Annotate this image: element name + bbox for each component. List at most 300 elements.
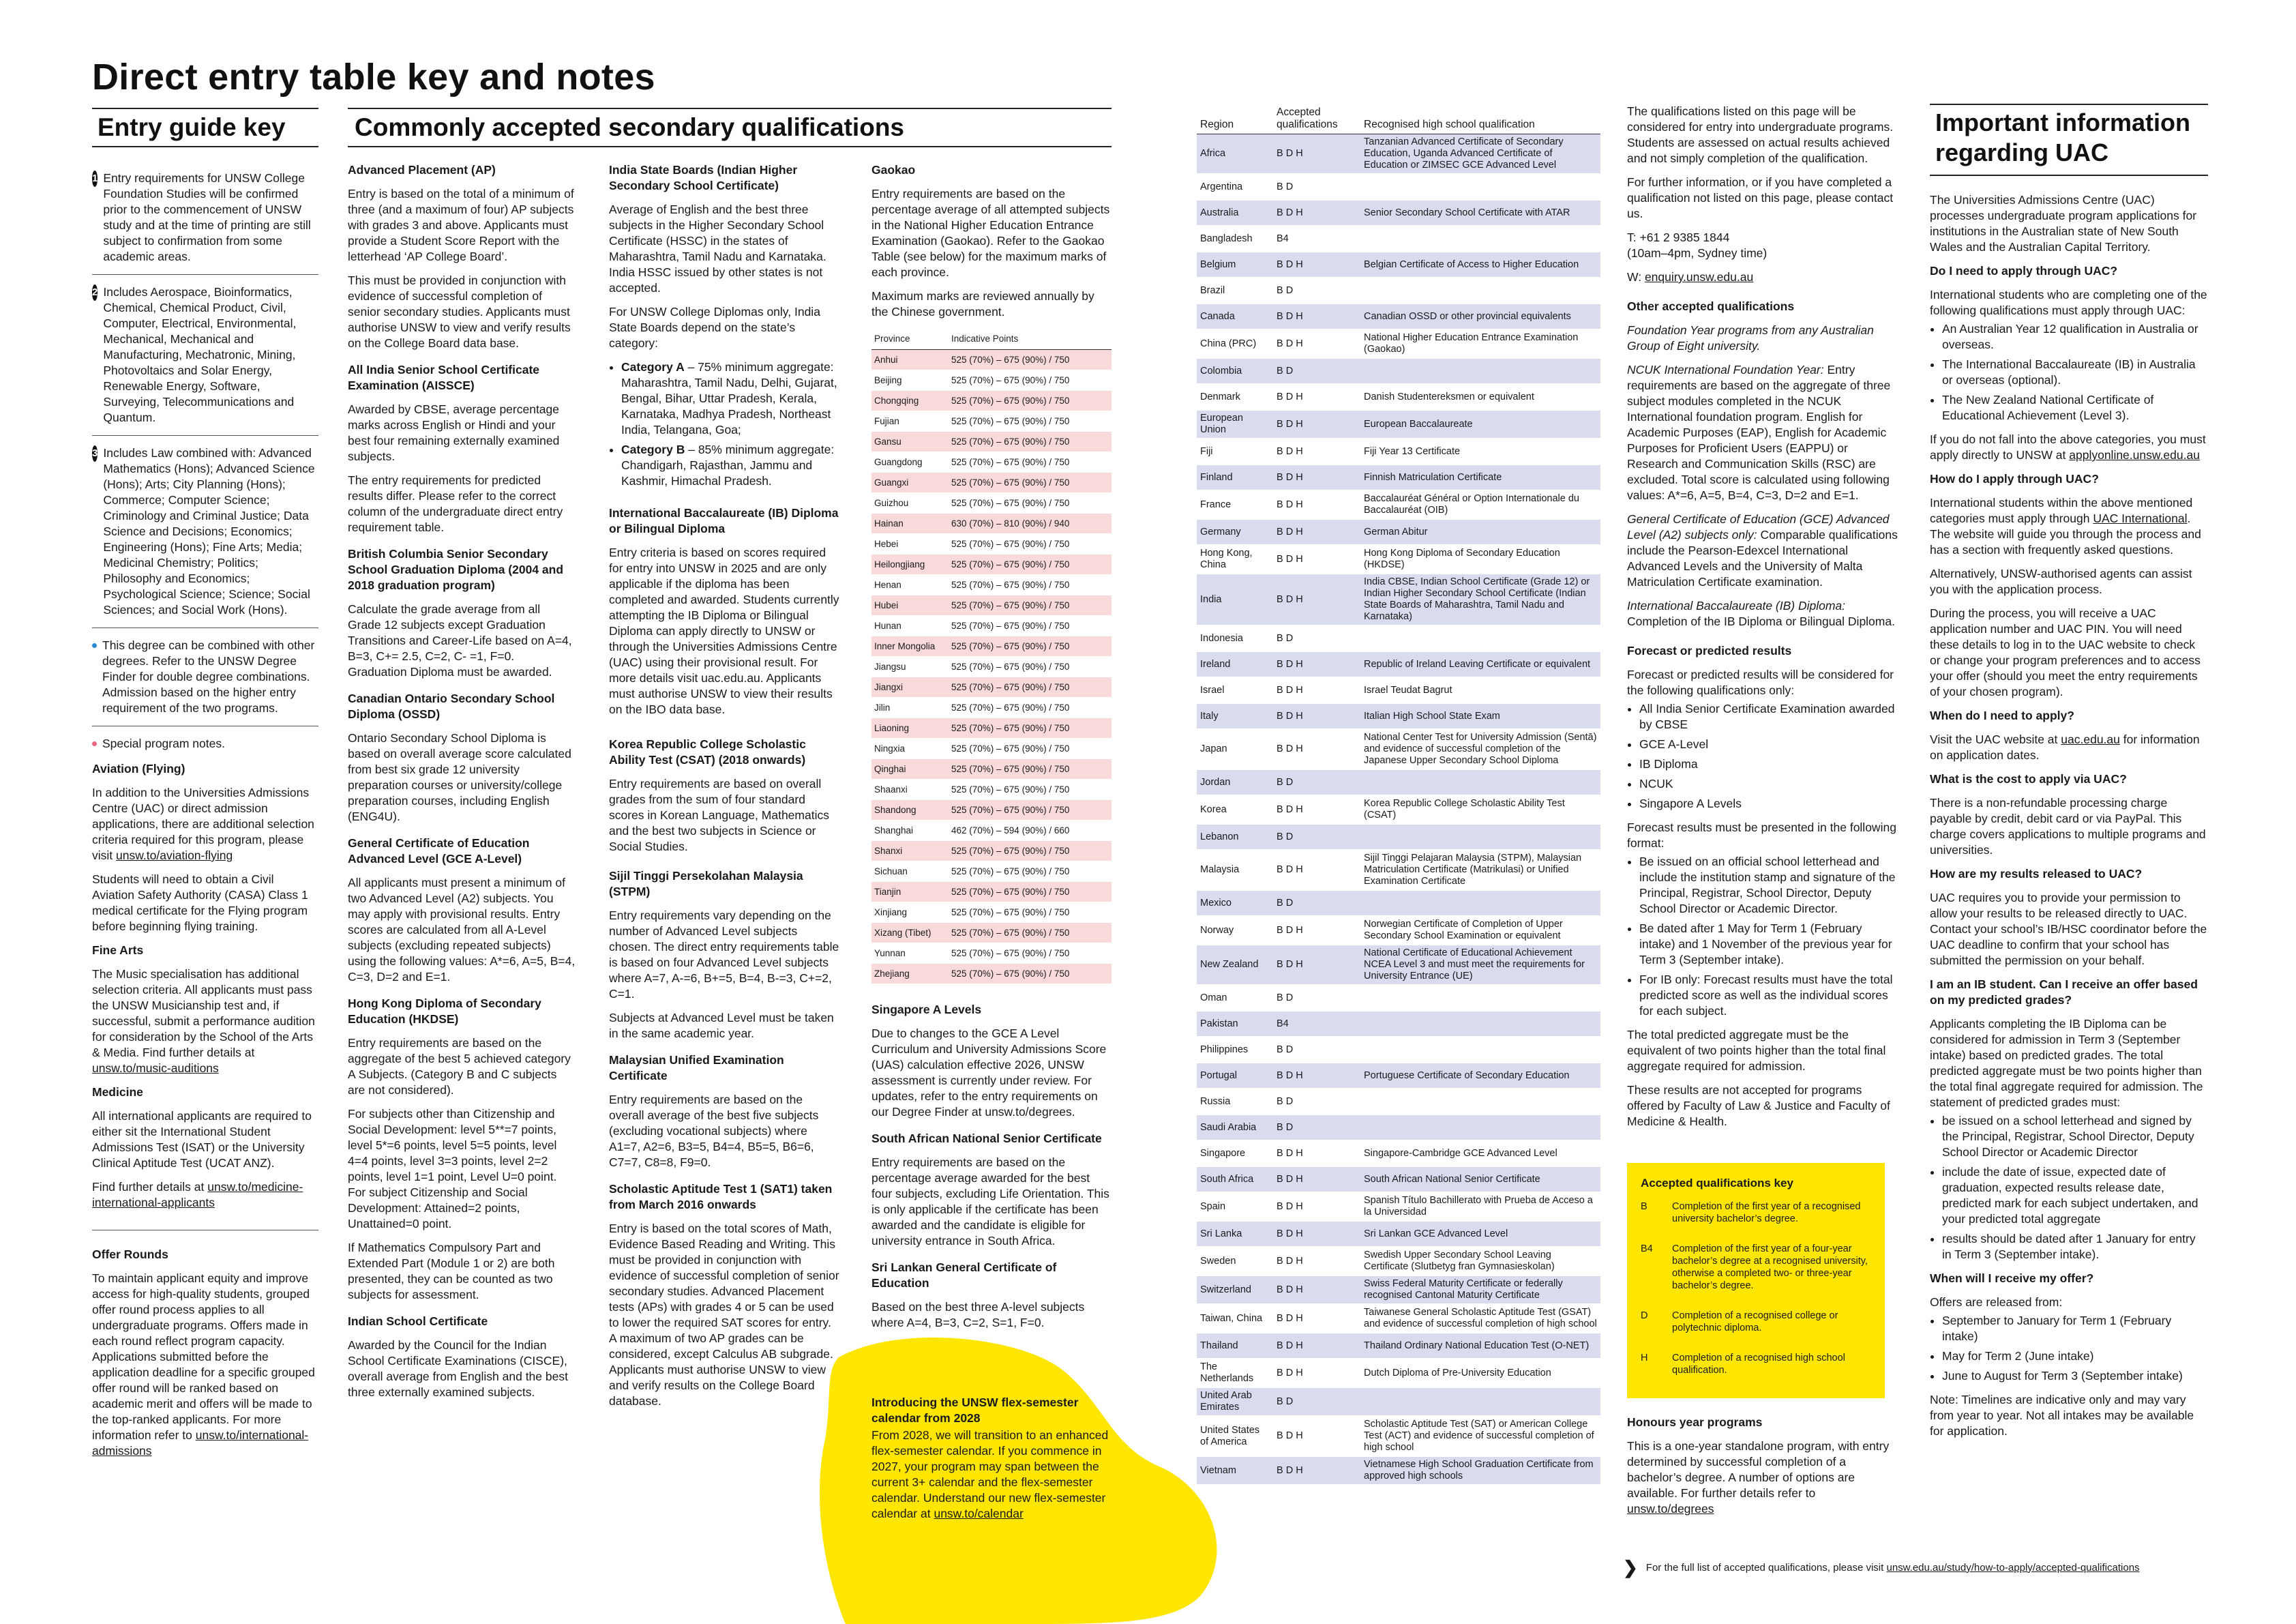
table-row bbox=[1197, 1114, 1600, 1140]
secondary-column-1 bbox=[348, 162, 576, 1408]
recognised-qualification: Republic of Ireland Leaving Certificate or equivalent bbox=[1360, 651, 1600, 677]
recognised-qualification: National Center Test for University Admission (Sentā) and evidence of successful completion of the Japanese Upper Secondary School Diploma bbox=[1360, 729, 1600, 769]
accepted-codes: B D H bbox=[1273, 1333, 1360, 1359]
province-points: 525 (70%) – 675 (90%) / 750 bbox=[949, 841, 1112, 861]
table-row bbox=[871, 534, 1112, 555]
degrees-link[interactable]: unsw.to/degrees bbox=[1627, 1502, 1714, 1516]
accepted-codes: B D H bbox=[1273, 1456, 1360, 1485]
faq-question: I am an IB student. Can I receive an offer based on my predicted grades? bbox=[1930, 977, 2198, 1007]
province-points: 525 (70%) – 675 (90%) / 750 bbox=[949, 800, 1112, 821]
region-name: Sri Lanka bbox=[1197, 1221, 1273, 1247]
flex-calendar-text: From 2028, we will transition to an enhanced flex-semester calendar. If you commence in 2027, your program may span between the current 3+ calendar and the flex-semester calendar. Understand our new flex-semester calendar at bbox=[871, 1428, 1109, 1520]
flex-calendar-note bbox=[871, 1395, 1117, 1530]
table-row bbox=[1197, 769, 1600, 795]
recognised-qualification bbox=[1360, 625, 1600, 651]
medicine-text: All international applicants are required to either sit the International Student Admissions Test (ISAT) or the University Clinical Aptitude Test (UCAT ANZ). bbox=[92, 1109, 312, 1170]
accepted-header: Accepted qualifications bbox=[1273, 104, 1360, 134]
international-admissions-link[interactable]: unsw.to/international-admissions bbox=[92, 1428, 309, 1458]
region-name: Oman bbox=[1197, 985, 1273, 1011]
list-item: • results should be dated after 1 January for entry in Term 3 (September intake). bbox=[1942, 1231, 2208, 1263]
region-name: France bbox=[1197, 490, 1273, 519]
province-points: 525 (70%) – 675 (90%) / 750 bbox=[949, 493, 1112, 514]
accepted-codes: B D bbox=[1273, 174, 1360, 200]
qual-india-state-boards bbox=[609, 162, 841, 489]
recognised-qualification: Finnish Matriculation Certificate bbox=[1360, 464, 1600, 490]
qual-heading: Singapore A Levels bbox=[871, 1003, 982, 1016]
region-name: New Zealand bbox=[1197, 945, 1273, 985]
apply-online-link[interactable]: applyonline.unsw.edu.au bbox=[2069, 448, 2200, 462]
region-name: Israel bbox=[1197, 677, 1273, 703]
region-name: Germany bbox=[1197, 519, 1273, 545]
recognised-qualification: Thailand Ordinary National Education Test (O-NET) bbox=[1360, 1333, 1600, 1359]
recognised-qualification: German Abitur bbox=[1360, 519, 1600, 545]
list-item: • For IB only: Forecast results must have the total predicted score as well as the individual scores for each subject. bbox=[1639, 972, 1900, 1019]
region-name: India bbox=[1197, 574, 1273, 625]
recognised-qualification: Danish Studentereksmen or equivalent bbox=[1360, 384, 1600, 410]
category-a-text: – 75% minimum aggregate: Maharashtra, Tamil Nadu, Delhi, Gujarat, Bengal, Bihar, Uttar Pradesh, Kerala, Karnataka, Madhya Pradesh, Northeast India, Telangana, Goa; bbox=[621, 360, 837, 437]
faq-answer: During the process, you will receive a UAC application number and UAC PIN. You will need these details to log in to the UAC website to check or change your program preferences and to access your offer (should you meet the entry requirements of your chosen program). bbox=[1930, 606, 2201, 698]
region-name: Australia bbox=[1197, 200, 1273, 226]
faq-answer: There is a non-refundable processing charge payable by credit, debit card or via PayPal. This charge covers applications to multiple programs and universities. bbox=[1930, 796, 2206, 857]
region-name: Colombia bbox=[1197, 358, 1273, 384]
table-row bbox=[871, 861, 1112, 882]
table-row bbox=[1197, 795, 1600, 824]
faq-question: How do I apply through UAC? bbox=[1930, 472, 2099, 486]
qual-text: Entry criteria is based on scores required for entry into UNSW in 2025 and are only applicable if the diploma has been completed and awarded. Students currently attempting the IB Diploma or Bilingual Diploma can apply directly to UNSW or through the Universities Admissions Centre (UAC) using their provisional result. For more details visit uac.edu.au. Applicants must authorise UNSW to view their results on the IBO data base. bbox=[609, 546, 839, 716]
province-name: Hainan bbox=[871, 514, 949, 534]
uac-intro: The Universities Admissions Centre (UAC) processes undergraduate program applications for institutions in the Australian state of New South Wales and the Australian Capital Territory. bbox=[1930, 193, 2197, 254]
accepted-codes: B D H bbox=[1273, 1221, 1360, 1247]
qual-text: Entry is based on the total of a minimum of three (and a maximum of four) AP subjects with grades 3 and above. Applicants must provide a Student Score Report with the letterhead ‘AP College Board’. bbox=[348, 187, 574, 263]
ib-label: International Baccalaureate (IB) Diploma: bbox=[1627, 599, 1846, 612]
province-points: 525 (70%) – 675 (90%) / 750 bbox=[949, 780, 1112, 800]
table-row bbox=[1197, 703, 1600, 729]
accepted-codes: B D bbox=[1273, 625, 1360, 651]
qual-aissce bbox=[348, 362, 576, 535]
table-row bbox=[1197, 200, 1600, 226]
qual-text: Average of English and the best three subjects in the Higher Secondary School Certificate (HSSC) in the states of Maharashtra, Tamil Nadu and Karnataka. India HSSC issued by other states is not accepted. bbox=[609, 203, 826, 295]
province-points: 525 (70%) – 675 (90%) / 750 bbox=[949, 432, 1112, 452]
province-name: Qinghai bbox=[871, 759, 949, 780]
faq-answer: UAC requires you to provide your permission to allow your results to be released directly to UAC. Contact your school’s IB/HSC coordinator before the UAC deadline to confirm that your school has submitted the permission on your behalf. bbox=[1930, 891, 2207, 967]
province-name: Xizang (Tibet) bbox=[871, 923, 949, 943]
region-name: Hong Kong, China bbox=[1197, 545, 1273, 574]
forecast-heading: Forecast or predicted results bbox=[1627, 644, 1792, 658]
category-a bbox=[621, 359, 841, 438]
accepted-codes: B D bbox=[1273, 1037, 1360, 1063]
pink-dot-icon bbox=[92, 741, 97, 746]
uac-column bbox=[1930, 104, 2208, 1447]
qual-heading: Scholastic Aptitude Test 1 (SAT1) taken from March 2016 onwards bbox=[609, 1182, 833, 1211]
region-name: Vietnam bbox=[1197, 1456, 1273, 1485]
recognised-qualification: Sri Lankan GCE Advanced Level bbox=[1360, 1221, 1600, 1247]
footer-link-row bbox=[1623, 1557, 2140, 1578]
table-row bbox=[871, 473, 1112, 493]
qual-heading: International Baccalaureate (IB) Diploma or Bilingual Diploma bbox=[609, 506, 839, 535]
table-row bbox=[871, 411, 1112, 432]
table-row bbox=[1197, 890, 1600, 916]
recognised-qualification bbox=[1360, 1011, 1600, 1037]
key-table bbox=[1641, 1198, 1871, 1379]
table-row bbox=[1197, 625, 1600, 651]
province-name: Jiangsu bbox=[871, 657, 949, 677]
province-points: 525 (70%) – 675 (90%) / 750 bbox=[949, 473, 1112, 493]
table-row bbox=[1197, 1037, 1600, 1063]
medicine-text-2: Find further details at bbox=[92, 1180, 205, 1194]
table-row bbox=[1197, 252, 1600, 278]
qual-heading: Sijil Tinggi Persekolahan Malaysia (STPM) bbox=[609, 869, 803, 898]
province-points: 630 (70%) – 810 (90%) / 940 bbox=[949, 514, 1112, 534]
province-points: 525 (70%) – 675 (90%) / 750 bbox=[949, 370, 1112, 391]
province-points: 525 (70%) – 675 (90%) / 750 bbox=[949, 575, 1112, 595]
qual-heading: Malaysian Unified Examination Certificate bbox=[609, 1053, 784, 1082]
page-title: Direct entry table key and notes bbox=[92, 57, 655, 98]
table-row bbox=[1197, 358, 1600, 384]
qual-text: For subjects other than Citizenship and Social Development: level 5**=7 points, level 5*=6 points, level 5=5 points, level 4=4 points, level 3=3 points, level 2=2 points, level 1=1 point, Level U=0 point. For subject Citizenship and Social Development: Attained=2 points, Unattained=0 point. bbox=[348, 1107, 557, 1230]
recognised-qualification: Italian High School State Exam bbox=[1360, 703, 1600, 729]
list-item: • IB Diploma bbox=[1639, 756, 1900, 772]
qual-text: Entry is based on the total scores of Math, Evidence Based Reading and Writing. This must be provided in conjunction with evidence of successful completion of senior secondary studies. Advanced Placement tests (APs) with grades 4 or 5 can be used to lower the required SAT scores for entry. A maximum of two AP grades can be considered, except Calculus AB subgrade. Applicants must authorise UNSW to view and verify results on the College Board database. bbox=[609, 1222, 839, 1408]
recognised-qualification bbox=[1360, 1114, 1600, 1140]
province-points: 462 (70%) – 594 (90%) / 660 bbox=[949, 821, 1112, 841]
music-auditions-link[interactable]: unsw.to/music-auditions bbox=[92, 1061, 219, 1075]
qual-text: Based on the best three A-level subjects where A=4, B=3, C=2, S=1, F=0. bbox=[871, 1300, 1085, 1329]
region-name: China (PRC) bbox=[1197, 329, 1273, 358]
table-row bbox=[871, 923, 1112, 943]
recognised-qualification: Fiji Year 13 Certificate bbox=[1360, 439, 1600, 464]
calendar-link[interactable]: unsw.to/calendar bbox=[934, 1507, 1024, 1520]
qual-singapore bbox=[871, 1002, 1112, 1120]
other-qualifications-heading: Other accepted qualifications bbox=[1627, 299, 1795, 313]
region-table-wrap bbox=[1197, 104, 1600, 1486]
table-row bbox=[1197, 1333, 1600, 1359]
table-row bbox=[1197, 384, 1600, 410]
region-name: Jordan bbox=[1197, 769, 1273, 795]
double-degree-note bbox=[92, 638, 318, 716]
recognised-qualification: Baccalauréat Général or Option Internationale du Baccalauréat (OIB) bbox=[1360, 490, 1600, 519]
accepted-codes: B4 bbox=[1273, 226, 1360, 252]
recognised-qualification: Hong Kong Diploma of Secondary Education (HKDSE) bbox=[1360, 545, 1600, 574]
qual-isc bbox=[348, 1314, 576, 1400]
accepted-qualifications-link[interactable]: unsw.edu.au/study/how-to-apply/accepted-qualifications bbox=[1886, 1561, 2140, 1574]
accepted-codes: B D H bbox=[1273, 200, 1360, 226]
region-name: Saudi Arabia bbox=[1197, 1114, 1273, 1140]
aviation-heading: Aviation (Flying) bbox=[92, 762, 185, 776]
key-item-3 bbox=[92, 445, 318, 618]
table-row bbox=[871, 595, 1112, 616]
key-desc: Completion of the first year of a four-year bachelor’s degree at a recognised university, otherwise a completed two- or three-year bachelor’s degree. bbox=[1672, 1243, 1868, 1291]
recognised-qualification bbox=[1360, 226, 1600, 252]
category-a-label: Category A bbox=[621, 360, 685, 374]
table-row bbox=[1197, 985, 1600, 1011]
region-name: Fiji bbox=[1197, 439, 1273, 464]
accepted-codes: B D bbox=[1273, 278, 1360, 304]
qual-text: Subjects at Advanced Level must be taken in the same academic year. bbox=[609, 1011, 834, 1040]
accepted-codes: B D H bbox=[1273, 490, 1360, 519]
qual-heading: Indian School Certificate bbox=[348, 1314, 488, 1328]
accepted-codes: B D H bbox=[1273, 252, 1360, 278]
qual-heading: Sri Lankan General Certificate of Education bbox=[871, 1260, 1057, 1290]
accepted-qualifications-key bbox=[1627, 1163, 1885, 1398]
table-row bbox=[1197, 304, 1600, 329]
qual-south-africa bbox=[871, 1131, 1112, 1249]
qual-text: Entry requirements are based on the aggregate of the best 5 achieved category A Subjects. (Category B and C subjects are not considered). bbox=[348, 1036, 571, 1097]
secondary-heading: Commonly accepted secondary qualifications bbox=[348, 108, 1112, 147]
accepted-codes: B D bbox=[1273, 1387, 1360, 1416]
qual-text: The entry requirements for predicted results differ. Please refer to the correct column of the undergraduate direct entry requirement table. bbox=[348, 473, 563, 534]
table-row bbox=[871, 575, 1112, 595]
accepted-codes: B D H bbox=[1273, 1247, 1360, 1275]
province-points: 525 (70%) – 675 (90%) / 750 bbox=[949, 861, 1112, 882]
qual-stpm bbox=[609, 868, 841, 1042]
table-row bbox=[1197, 945, 1600, 985]
recognised-qualification: National Higher Education Entrance Examination (Gaokao) bbox=[1360, 329, 1600, 358]
contact-hours: (10am–4pm, Sydney time) bbox=[1627, 246, 1768, 260]
offer-rounds-text: To maintain applicant equity and improve access for high-quality students, grouped offer round process applies to all undergraduate programs. Offers made in each round reflect program capacity. Applications submitted before the application deadline for a specific grouped offer round will be ranked based on academic merit and offers will be made to the top-ranked applicants. For more information refer to bbox=[92, 1271, 315, 1442]
table-row bbox=[1197, 850, 1600, 890]
region-name: The Netherlands bbox=[1197, 1359, 1273, 1387]
qual-heading: Gaokao bbox=[871, 163, 916, 177]
province-name: Fujian bbox=[871, 411, 949, 432]
qual-text: This must be provided in conjunction with evidence of successful completion of senior secondary studies. Applicants must authorise UNSW to view and verify results on the College Board data base. bbox=[348, 274, 571, 350]
province-name: Liaoning bbox=[871, 718, 949, 739]
ib-text: Completion of the IB Diploma or Bilingual Diploma. bbox=[1627, 615, 1895, 628]
faq-answer: Alternatively, UNSW-authorised agents can assist you with the application process. bbox=[1930, 567, 2192, 596]
qual-heading: South African National Senior Certificate bbox=[871, 1132, 1102, 1145]
table-row bbox=[1197, 329, 1600, 358]
accepted-codes: B D H bbox=[1273, 1166, 1360, 1192]
uac-link[interactable]: uac.edu.au bbox=[2061, 733, 2120, 746]
table-row bbox=[1197, 574, 1600, 625]
qual-text: Calculate the grade average from all Grade 12 subjects except Graduation Transitions and Career-Life based on A=4, B=3, C+= 2.5, C=2, C- =1, F=0. Graduation Diploma must be awarded. bbox=[348, 602, 572, 679]
province-points: 525 (70%) – 675 (90%) / 750 bbox=[949, 616, 1112, 636]
province-name: Hubei bbox=[871, 595, 949, 616]
region-name: Lebanon bbox=[1197, 824, 1273, 850]
region-table bbox=[1197, 104, 1600, 1486]
province-name: Yunnan bbox=[871, 943, 949, 964]
key-row bbox=[1641, 1307, 1871, 1337]
table-row bbox=[1197, 134, 1600, 175]
honours-heading: Honours year programs bbox=[1627, 1415, 1763, 1429]
accepted-codes: B D H bbox=[1273, 651, 1360, 677]
table-row bbox=[871, 800, 1112, 821]
recognised-qualification: Tanzanian Advanced Certificate of Secondary Education, Uganda Advanced Certificate of Education or ZIMSEC GCE Advanced Level bbox=[1360, 134, 1600, 175]
qual-text: Awarded by the Council for the Indian School Certificate Examinations (CISCE), overall average from English and the best three externally examined subjects. bbox=[348, 1338, 568, 1399]
province-points: 525 (70%) – 675 (90%) / 750 bbox=[949, 964, 1112, 984]
special-text: Special program notes. bbox=[102, 737, 225, 750]
accepted-codes: B D H bbox=[1273, 464, 1360, 490]
province-points: 525 (70%) – 675 (90%) / 750 bbox=[949, 657, 1112, 677]
recognised-qualification bbox=[1360, 824, 1600, 850]
region-name: Argentina bbox=[1197, 174, 1273, 200]
uac-heading: Important information regarding UAC bbox=[1930, 104, 2208, 176]
accepted-codes: B D bbox=[1273, 824, 1360, 850]
region-name: South Africa bbox=[1197, 1166, 1273, 1192]
secondary-heading-wrap bbox=[348, 108, 1112, 147]
web-label: W: bbox=[1627, 270, 1642, 284]
honours-text: This is a one-year standalone program, with entry determined by successful completion of a bachelor’s degree. A number of options are available. For further details refer to bbox=[1627, 1439, 1890, 1500]
region-name: Mexico bbox=[1197, 890, 1273, 916]
chevron-right-icon: ❯ bbox=[1623, 1557, 1638, 1578]
table-row bbox=[871, 902, 1112, 923]
table-row bbox=[871, 821, 1112, 841]
province-name: Guangdong bbox=[871, 452, 949, 473]
region-table-header bbox=[1197, 104, 1600, 134]
recognised-qualification bbox=[1360, 358, 1600, 384]
forecast-list bbox=[1627, 701, 1900, 812]
province-name: Beijing bbox=[871, 370, 949, 391]
format-text: Forecast results must be presented in the following format: bbox=[1627, 821, 1896, 850]
key-row bbox=[1641, 1349, 1871, 1379]
accepted-codes: B D H bbox=[1273, 1416, 1360, 1456]
notes-column bbox=[1627, 104, 1900, 1138]
table-row bbox=[1197, 677, 1600, 703]
province-name: Henan bbox=[871, 575, 949, 595]
province-name: Tianjin bbox=[871, 882, 949, 902]
accepted-codes: B D H bbox=[1273, 850, 1360, 890]
faq-answer: Visit the UAC website at bbox=[1930, 733, 2058, 746]
recognised-qualification: India CBSE, Indian School Certificate (Grade 12) or Indian Higher Secondary School Certificate (Indian State Boards of Maharashtra, Tamil Nadu and Karnataka) bbox=[1360, 574, 1600, 625]
region-name: Finland bbox=[1197, 464, 1273, 490]
accepted-codes: B D H bbox=[1273, 1275, 1360, 1304]
recognised-qualification: Scholastic Aptitude Test (SAT) or American College Test (ACT) and evidence of successful completion of high school bbox=[1360, 1416, 1600, 1456]
province-name: Hebei bbox=[871, 534, 949, 555]
region-name: Switzerland bbox=[1197, 1275, 1273, 1304]
recognised-qualification bbox=[1360, 1089, 1600, 1114]
recognised-qualification: Korea Republic College Scholastic Ability Test (CSAT) bbox=[1360, 795, 1600, 824]
accepted-codes: B D H bbox=[1273, 1192, 1360, 1221]
recognised-qualification bbox=[1360, 174, 1600, 200]
faq-question: How are my results released to UAC? bbox=[1930, 867, 2143, 881]
accepted-codes: B D H bbox=[1273, 703, 1360, 729]
province-header: Province bbox=[871, 328, 949, 350]
list-item: • May for Term 2 (June intake) bbox=[1942, 1348, 2208, 1364]
region-name: Belgium bbox=[1197, 252, 1273, 278]
table-row bbox=[871, 636, 1112, 657]
category-b-text: – 85% minimum aggregate: Chandigarh, Rajasthan, Jammu and Kashmir, Himachal Pradesh. bbox=[621, 443, 835, 488]
recognised-qualification bbox=[1360, 985, 1600, 1011]
region-name: Denmark bbox=[1197, 384, 1273, 410]
accepted-codes: B D bbox=[1273, 985, 1360, 1011]
region-name: Russia bbox=[1197, 1089, 1273, 1114]
table-row bbox=[871, 964, 1112, 984]
accepted-codes: B D H bbox=[1273, 574, 1360, 625]
qual-text: Maximum marks are reviewed annually by the Chinese government. bbox=[871, 289, 1094, 319]
province-name: Zhejiang bbox=[871, 964, 949, 984]
table-row bbox=[871, 493, 1112, 514]
faq-question: Do I need to apply through UAC? bbox=[1930, 264, 2118, 278]
qual-heading: British Columbia Senior Secondary School Graduation Diploma (2004 and 2018 graduation program) bbox=[348, 547, 564, 592]
faq-answer: Applicants completing the IB Diploma can be considered for admission in Term 3 (September intake) based on predicted grades. The total predicted aggregate must be two points higher than the total final aggregate required for admission. The statement of predicted grades must: bbox=[1930, 1017, 2203, 1109]
recognised-qualification bbox=[1360, 1387, 1600, 1416]
region-name: Pakistan bbox=[1197, 1011, 1273, 1037]
qual-text: Entry requirements are based on overall grades from the sum of four standard scores in Korean Language, Mathematics and the best two subjects in Science or Social Studies. bbox=[609, 777, 829, 853]
key-row bbox=[1641, 1240, 1871, 1295]
table-row bbox=[1197, 1140, 1600, 1166]
province-points: 525 (70%) – 675 (90%) / 750 bbox=[949, 677, 1112, 698]
recognised-qualification bbox=[1360, 278, 1600, 304]
list-item: • An Australian Year 12 qualification in Australia or overseas. bbox=[1942, 321, 2208, 353]
total-aggregate-text: The total predicted aggregate must be the equivalent of two points higher than the total final aggregate required for admission. bbox=[1627, 1028, 1886, 1073]
qual-gaokao bbox=[871, 162, 1112, 320]
accepted-codes: B D H bbox=[1273, 1359, 1360, 1387]
flex-calendar-heading: Introducing the UNSW flex-semester calendar from 2028 bbox=[871, 1396, 1079, 1425]
recognised-qualification bbox=[1360, 1037, 1600, 1063]
accepted-codes: B D H bbox=[1273, 439, 1360, 464]
province-points: 525 (70%) – 675 (90%) / 750 bbox=[949, 555, 1112, 575]
accepted-codes: B D H bbox=[1273, 1304, 1360, 1333]
accepted-codes: B D bbox=[1273, 358, 1360, 384]
table-row bbox=[1197, 1304, 1600, 1333]
number-3-icon: 3 bbox=[92, 445, 98, 462]
qual-text: Entry requirements are based on the percentage average awarded for the best four subjects, excluding Life Orientation. This is only applicable if the certificate has been awarded and the candidate is eligible for university entrance in South Africa. bbox=[871, 1155, 1109, 1247]
table-row bbox=[1197, 916, 1600, 945]
qual-text: All applicants must present a minimum of two Advanced Level (A2) subjects. You may apply with provisional results. Entry scores are calculated from all A-Level subjects (excluding repeated subjects) using the following values: A*=6, A=5, B=4, C=3, D=2 and E=1. bbox=[348, 876, 576, 984]
recognised-qualification: Portuguese Certificate of Secondary Education bbox=[1360, 1063, 1600, 1089]
contact-phone: T: +61 2 9385 1844 bbox=[1627, 231, 1730, 244]
forecast-text: Forecast or predicted results will be considered for the following qualifications only: bbox=[1627, 668, 1894, 697]
recognised-qualification: Vietnamese High School Graduation Certificate from approved high schools bbox=[1360, 1456, 1600, 1485]
aviation-link[interactable]: unsw.to/aviation-flying bbox=[116, 848, 233, 862]
region-name: Indonesia bbox=[1197, 625, 1273, 651]
aviation-text-2: Students will need to obtain a Civil Aviation Safety Authority (CASA) Class 1 medical certificate for the Flying program before beginning flying training. bbox=[92, 872, 308, 933]
recognised-qualification: Dutch Diploma of Pre-University Education bbox=[1360, 1359, 1600, 1387]
list-item: • The International Baccalaureate (IB) in Australia or overseas (optional). bbox=[1942, 357, 2208, 388]
table-row bbox=[1197, 464, 1600, 490]
faq-answer: International students who are completing one of the following qualifications must apply through UAC: bbox=[1930, 288, 2207, 317]
table-row bbox=[871, 677, 1112, 698]
table-row bbox=[1197, 174, 1600, 200]
timeline-note: Note: Timelines are indicative only and may vary from year to year. Not all intakes may be available for application. bbox=[1930, 1393, 2194, 1438]
accepted-codes: B D H bbox=[1273, 729, 1360, 769]
recognised-qualification bbox=[1360, 890, 1600, 916]
key-row bbox=[1641, 1198, 1871, 1228]
table-row bbox=[871, 370, 1112, 391]
table-row bbox=[1197, 490, 1600, 519]
predicted-grades-list bbox=[1930, 1113, 2208, 1263]
uac-international-link[interactable]: UAC International bbox=[2093, 512, 2188, 525]
qual-text: Awarded by CBSE, average percentage marks across English or Hindi and your best four remaining externally examined subjects. bbox=[348, 402, 560, 463]
province-points: 525 (70%) – 675 (90%) / 750 bbox=[949, 411, 1112, 432]
gaokao-table-header bbox=[871, 328, 1112, 350]
qual-hkdse bbox=[348, 996, 576, 1303]
table-row bbox=[1197, 1221, 1600, 1247]
faq-question: When do I need to apply? bbox=[1930, 709, 2074, 722]
province-points: 525 (70%) – 675 (90%) / 750 bbox=[949, 698, 1112, 718]
accepted-codes: B D H bbox=[1273, 304, 1360, 329]
list-item: • be issued on a school letterhead and signed by the Principal, Registrar, School Director, Deputy School Director or Academic Director bbox=[1942, 1113, 2208, 1160]
key-item-text: Includes Law combined with: Advanced Mathematics (Hons); Advanced Science (Hons); Arts; City Planning (Hons); Commerce; Computer Science; Criminology and Criminal Justice; Data Science and Decisions; Economics; Engineering (Hons); Fine Arts; Media; Medicinal Chemistry; Politics; Philosophy and Economics; Psychological Science; Science; Social Sciences; and Social Work (Hons). bbox=[103, 446, 315, 617]
recognised-qualification: Canadian OSSD or other provincial equivalents bbox=[1360, 304, 1600, 329]
special-note bbox=[92, 736, 318, 752]
medicine-link[interactable]: unsw.to/medicine-international-applicants bbox=[92, 1180, 303, 1209]
accepted-codes: B D bbox=[1273, 890, 1360, 916]
table-row bbox=[1197, 824, 1600, 850]
province-name: Guizhou bbox=[871, 493, 949, 514]
accepted-codes: B D H bbox=[1273, 545, 1360, 574]
category-b-label: Category B bbox=[621, 443, 685, 456]
list-item: • The New Zealand National Certificate of Educational Achievement (Level 3). bbox=[1942, 392, 2208, 424]
qual-text: Ontario Secondary School Diploma is based on overall average score calculated from best six grade 12 university preparation courses or university/college preparation courses, including English (ENG4U). bbox=[348, 731, 571, 823]
province-name: Anhui bbox=[871, 350, 949, 370]
accepted-codes: B4 bbox=[1273, 1011, 1360, 1037]
table-row bbox=[1197, 278, 1600, 304]
province-name: Sichuan bbox=[871, 861, 949, 882]
enquiry-link[interactable]: enquiry.unsw.edu.au bbox=[1644, 270, 1754, 284]
faq-answer: International students within the above mentioned categories must apply through bbox=[1930, 496, 2193, 525]
not-accepted-text: These results are not accepted for programs offered by Faculty of Law & Justice and Faculty of Medicine & Health. bbox=[1627, 1083, 1890, 1128]
ncuk-label: NCUK International Foundation Year: bbox=[1627, 363, 1824, 377]
